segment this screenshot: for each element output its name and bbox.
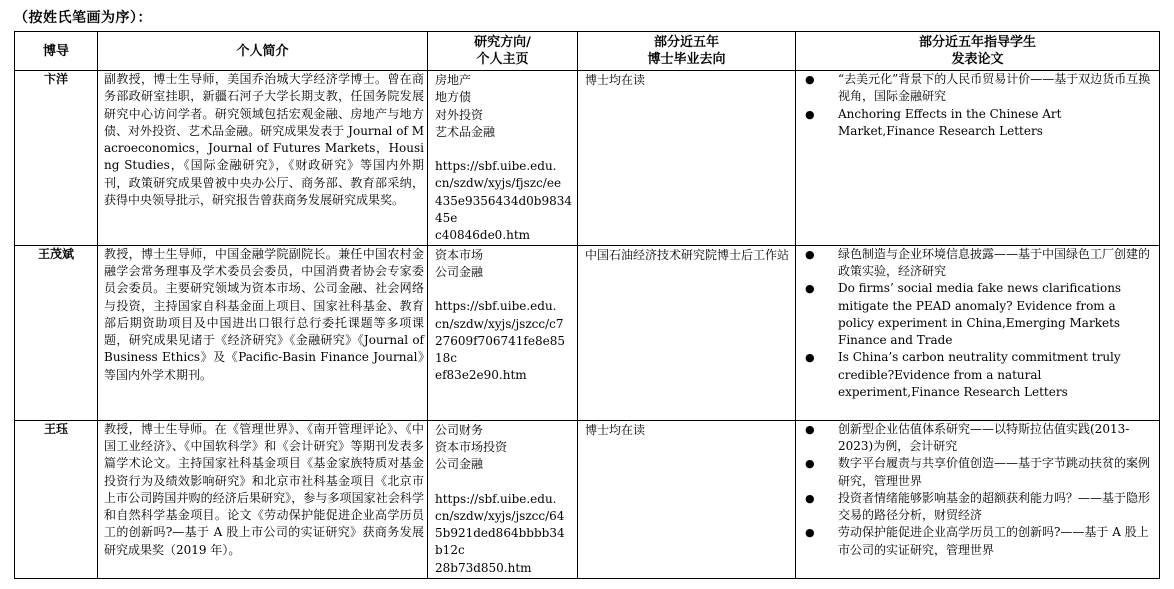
header-career-line1: 部分近五年 bbox=[653, 35, 719, 50]
direction-cell bbox=[428, 245, 578, 420]
career-cell bbox=[578, 71, 796, 246]
career-cell bbox=[578, 420, 796, 578]
supervisor-table bbox=[14, 31, 1160, 579]
homepage-line: 5b921ded864bbbb34b12c bbox=[435, 526, 565, 558]
homepage-line: cn/szdw/xyjs/fjszc/ee bbox=[435, 176, 562, 191]
header-direction-line2: 个人主页 bbox=[476, 52, 529, 67]
homepage-line: 28b73d850.htm bbox=[435, 560, 532, 575]
direction-cell bbox=[428, 420, 578, 578]
direction-item: 资本市场 bbox=[435, 247, 484, 262]
header-career bbox=[578, 32, 796, 71]
paper-item bbox=[796, 106, 1155, 141]
homepage-line: https://sbf.uibe.edu. bbox=[435, 491, 557, 506]
direction-item: 对外投资 bbox=[435, 107, 484, 122]
homepage-line: 435e9356434d0b983445e bbox=[435, 193, 572, 226]
paper-item bbox=[796, 71, 1155, 106]
direction-cell bbox=[428, 71, 578, 246]
paper-title: 劳动保护能促进企业高学历员工的创新吗?——基于 A 股上市公司的实证研究，管理世界 bbox=[838, 525, 1149, 557]
paper-item bbox=[796, 280, 1155, 349]
header-career-line2: 博士毕业去向 bbox=[647, 52, 726, 67]
table-caption: （按姓氏笔画为序）： bbox=[14, 10, 152, 26]
supervisor-name: 卞洋 bbox=[15, 71, 98, 246]
paper-title: 投资者情绪能够影响基金的超额获利能力吗？——基于隐形交易的路径分析，财贸经济 bbox=[838, 490, 1151, 523]
homepage-link[interactable] bbox=[435, 491, 572, 577]
header-direction bbox=[428, 32, 578, 71]
direction-item: 公司金融 bbox=[435, 264, 484, 279]
homepage-line: cn/szdw/xyjs/jszcc/64 bbox=[435, 508, 565, 523]
bullet-icon: ● bbox=[805, 282, 815, 296]
header-papers bbox=[796, 32, 1160, 71]
direction-item: 房地产 bbox=[435, 73, 472, 87]
supervisor-name: 王茂斌 bbox=[15, 245, 98, 420]
direction-item: 艺术品金融 bbox=[435, 124, 496, 139]
supervisor-name: 王珏 bbox=[15, 420, 98, 578]
header-supervisor: 博导 bbox=[15, 32, 98, 71]
paper-item bbox=[796, 246, 1155, 281]
bullet-icon: ● bbox=[805, 247, 815, 261]
profile-text: 教授，博士生导师，中国金融学院副院长。兼任中国农村金融学会常务理事及学术委员会委员，中国消费者协会专家委员会委员。主要研究领域为资本市场、公司金融、社会网络与投资，主持国家自科基金面上项目、国家社科基金、教育部后期资助项目及中国进出口银行总行委托课题等多项课题，研究成果见诸于《经济研究》《金融研究》《Journal of Business Ethics》及《Pacific-Basin Finance Journal》等国内外学术期刊。 bbox=[104, 246, 424, 382]
direction-item: 地方债 bbox=[435, 90, 472, 105]
papers-cell bbox=[796, 420, 1160, 578]
bullet-icon: ● bbox=[805, 73, 815, 86]
homepage-line: cn/szdw/xyjs/jszcc/c7 bbox=[435, 316, 564, 331]
bullet-icon: ● bbox=[805, 457, 815, 471]
profile-text: 教授，博士生导师。在《管理世界》、《南开管理评论》、《中国工业经济》、《中国软科学》和《会计研究》等期刊发表多篇学术论文。主持国家社科基金项目《基金家族特质对基金投资行为及绩效影响研究》和北京市社科基金项目《北京市上市公司跨国并购的经济后果研究》，参与多项国家社会科学和自然科学基金项目。论文《劳动保护能促进企业高学历员工的创新吗?—基于 A 股上市公司的实证研究》获商务发展研究成果奖（2019 年）。 bbox=[104, 421, 424, 557]
profile-cell bbox=[98, 245, 428, 420]
paper-item bbox=[796, 524, 1155, 559]
direction-item: 公司财务 bbox=[435, 422, 484, 437]
papers-list bbox=[796, 421, 1159, 559]
paper-title: Anchoring Effects in the Chinese Art Market,Finance Research Letters bbox=[838, 106, 1062, 138]
header-papers-line2: 发表论文 bbox=[951, 52, 1004, 67]
bullet-icon: ● bbox=[805, 351, 815, 365]
homepage-line: 27609f706741fe8e8518c bbox=[435, 333, 565, 366]
paper-title: 创新型企业估值体系研究——以特斯拉估值实践(2013-2023)为例，会计研究 bbox=[838, 421, 1130, 453]
table-row bbox=[15, 420, 1160, 578]
bullet-icon: ● bbox=[805, 422, 815, 436]
paper-item bbox=[796, 421, 1155, 456]
career-text: 博士均在读 bbox=[585, 422, 646, 437]
homepage-link[interactable] bbox=[435, 158, 572, 244]
paper-item bbox=[796, 490, 1155, 525]
bullet-icon: ● bbox=[805, 107, 815, 121]
papers-list bbox=[796, 246, 1159, 402]
paper-title: Is China’s carbon neutrality commitment truly credible?Evidence from a natural experiment,Finance Research Letters bbox=[838, 350, 1121, 400]
paper-title: Do firms’ social media fake news clarifications mitigate the PEAD anomaly? Evidence from a policy experiment in China,Emerging Markets Finance and Trade bbox=[838, 281, 1122, 348]
header-direction-line1: 研究方向/ bbox=[474, 35, 531, 50]
profile-cell bbox=[98, 71, 428, 246]
papers-cell bbox=[796, 71, 1160, 246]
header-profile: 个人简介 bbox=[98, 32, 428, 71]
career-text: 中国石油经济技术研究院博士后工作站 bbox=[585, 247, 790, 262]
bullet-icon: ● bbox=[805, 526, 815, 540]
paper-item bbox=[796, 455, 1155, 490]
paper-item bbox=[796, 349, 1155, 401]
header-papers-line1: 部分近五年指导学生 bbox=[918, 35, 1036, 50]
homepage-line: ef83e2e90.htm bbox=[435, 368, 527, 383]
header-row bbox=[15, 32, 1160, 71]
table-row bbox=[15, 71, 1160, 246]
table-row bbox=[15, 245, 1160, 420]
profile-cell bbox=[98, 420, 428, 578]
bullet-icon: ● bbox=[805, 491, 815, 505]
papers-list bbox=[796, 71, 1159, 140]
direction-item: 资本市场投资 bbox=[435, 439, 508, 454]
career-text: 博士均在读 bbox=[585, 73, 646, 87]
homepage-line: c40846de0.htm bbox=[435, 228, 531, 243]
homepage-line: https://sbf.uibe.edu. bbox=[435, 299, 557, 314]
direction-item: 公司金融 bbox=[435, 457, 484, 472]
paper-title: “去美元化”背景下的人民币贸易计价——基于双边货币互换视角，国际金融研究 bbox=[838, 72, 1151, 104]
paper-title: 数字平台履责与共享价值创造——基于字节跳动扶贫的案例研究，管理世界 bbox=[838, 456, 1151, 488]
homepage-line: https://sbf.uibe.edu. bbox=[435, 159, 557, 174]
homepage-link[interactable] bbox=[435, 298, 572, 384]
papers-cell bbox=[796, 245, 1160, 420]
paper-title: 绿色制造与企业环境信息披露——基于中国绿色工厂创建的政策实验，经济研究 bbox=[838, 246, 1151, 278]
profile-text: 副教授，博士生导师，美国乔治城大学经济学博士。曾在商务部政研室挂职，新疆石河子大学长期支教，任国务院发展研究中心访问学者。研究领域包括宏观金融、房地产与地方债、对外投资、艺术品金融。研究成果发表于 Journal of Macroeconomics，Journal of Futures Markets，Housing Studies，《国际金融研究》，《财政研究》等国内外期刊，政策研究成果曾被中央办公厅、商务部、教育部采纳，获得中央领导批示，研究报告曾获商务发展研究成果奖。 bbox=[104, 72, 424, 208]
career-cell bbox=[578, 245, 796, 420]
